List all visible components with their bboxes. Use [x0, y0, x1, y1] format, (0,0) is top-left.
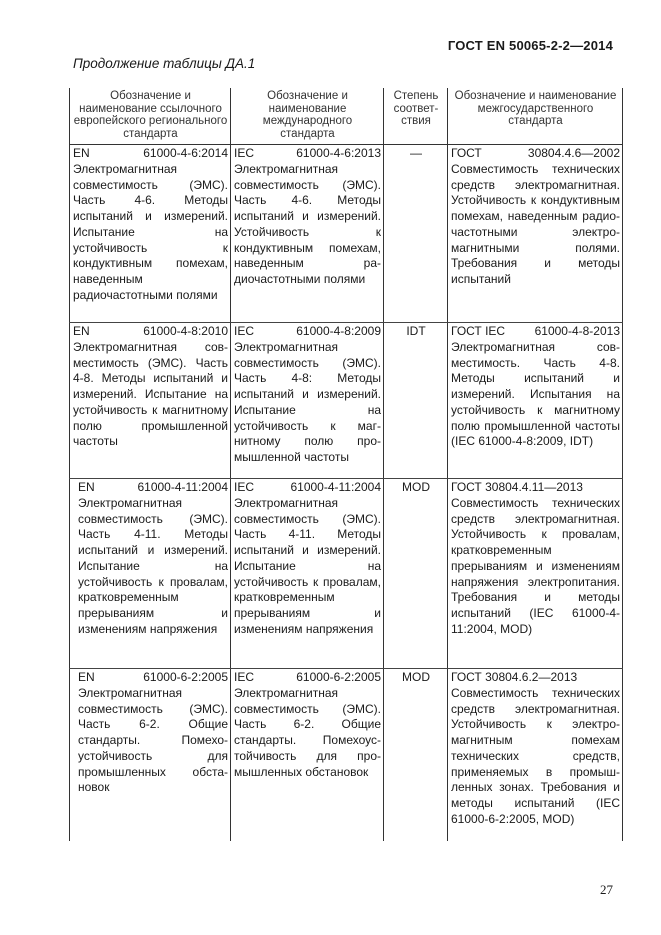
column-header-international-standard: Обозначение и наименование международного стандарта — [231, 88, 384, 145]
european-standard-title: Электромагнитная совместимость (ЭМС). Часть 6-2. Общие стандарты. Помехоустойчивость для промышленных обстановок — [78, 686, 228, 795]
european-standard-cell — [70, 479, 231, 669]
international-standard-title: Электромагнитная совместимость (ЭМС). Часть 6-2. Общие стандарты. Помехоустойчивость для промышленных обстановок — [234, 686, 381, 779]
code-prefix: EN — [78, 480, 95, 495]
international-standard-code — [234, 480, 381, 496]
interstate-standard-title: Совместимость технических средств электромагнитная. Устойчивость к электромагнитным помехам технических средств, применяемых в промышленных зонах. Требования и методы испытаний (IEC 61000-6-2:2005, MOD) — [451, 686, 620, 826]
code-prefix: IEC — [234, 480, 255, 495]
interstate-standard-cell — [448, 479, 623, 669]
european-standard-code — [78, 670, 228, 686]
table-row — [70, 479, 623, 669]
interstate-standard-cell — [448, 669, 623, 841]
code-prefix: IEC — [234, 146, 255, 161]
degree-cell: MOD — [384, 479, 448, 669]
international-standard-title: Электромагнитная совместимость (ЭМС). Часть 4-11. Методы испытаний и измерений. Испытание на устойчивость к провалам, кратковременным прерываниям и изменениям напряжения — [234, 496, 381, 636]
correspondence-table — [69, 88, 622, 841]
european-standard-title: Электромагнитная совместимость (ЭМС). Часть 4-6. Методы испытаний и измерений. Испытание на устойчивость к кондуктивным помехам, наведенным радиочастотными полями — [73, 162, 228, 302]
international-standard-code — [234, 324, 381, 340]
interstate-standard-cell — [448, 323, 623, 479]
code-number: 61000-4-6:2013 — [296, 146, 381, 161]
european-standard-title: Электромагнитная совместимость (ЭМС). Часть 4-11. Методы испытаний и измерений. Испытание на устойчивость к провалам, кратковременным прерываниям и изменениям напряжения — [78, 496, 228, 636]
international-standard-code — [234, 670, 381, 686]
column-header-degree: Степень соответствия — [384, 88, 448, 145]
european-standard-cell — [70, 323, 231, 479]
interstate-standard-title: Совместимость технических средств электромагнитная. Устойчивость к провалам, кратковременным прерываниям и изменениям напряжения электропитания. Требования и методы испытаний (IEC 61000-4-11:2004, MOD) — [451, 496, 620, 636]
code-number: 61000-4-8-2013 — [534, 324, 620, 339]
international-standard-code — [234, 146, 381, 162]
code-number: 61000-4-11:2004 — [290, 480, 381, 495]
code-prefix: IEC — [234, 670, 255, 685]
interstate-standard-code — [451, 324, 620, 340]
international-standard-title: Электромагнитная совместимость (ЭМС). Часть 4-6. Методы испытаний и измерений. Устойчивость к кондуктивным помехам, наведенным радиочастотными полями — [234, 162, 381, 286]
code-number: 61000-4-11:2004 — [137, 480, 228, 495]
code-prefix: ГОСТ IEC — [451, 324, 506, 339]
code-number: 61000-6-2:2005 — [296, 670, 381, 685]
code-number: 61000-6-2:2005 — [143, 670, 228, 685]
code-prefix: EN — [78, 670, 95, 685]
european-standard-code — [73, 324, 228, 340]
interstate-standard-title: Электромагнитная совместимость. Часть 4-8. Методы испытаний и измерений. Испытания на устойчивость к магнитному полю промышленной частоты (IEC 61000-4-8:2009, IDT) — [451, 340, 620, 449]
code-prefix: ГОСТ — [451, 146, 482, 161]
interstate-standard-code — [451, 146, 620, 162]
international-standard-title: Электромагнитная совместимость (ЭМС). Часть 4-8: Методы испытаний и измерений. Испытание на устойчивость к магнитному полю промышленной частоты — [234, 340, 381, 464]
code-prefix: IEC — [234, 324, 255, 339]
code-number: 61000-4-8:2009 — [296, 324, 381, 339]
code-number: 30804.4.6—2002 — [527, 146, 620, 161]
interstate-standard-code — [451, 480, 620, 496]
column-header-interstate-standard: Обозначение и наименование межгосударственного стандарта — [448, 88, 623, 145]
code-prefix: EN — [73, 324, 90, 339]
european-standard-cell — [70, 669, 231, 841]
column-header-european-standard: Обозначение и наименование ссылочного европейского регионального стандарта — [70, 88, 231, 145]
international-standard-cell — [231, 145, 384, 323]
table-row — [70, 669, 623, 841]
table-continuation-caption: Продолжение таблицы ДА.1 — [73, 56, 256, 71]
international-standard-cell — [231, 479, 384, 669]
interstate-standard-cell — [448, 145, 623, 323]
interstate-standard-code — [451, 670, 620, 686]
code-number: 61000-4-6:2014 — [143, 146, 228, 161]
page-number: 27 — [600, 882, 613, 897]
code-prefix: EN — [73, 146, 90, 161]
european-standard-title: Электромагнитная совместимость (ЭМС). Часть 4-8. Методы испытаний и измерений. Испытание на устойчивость к магнитному полю промышленной частоты — [73, 340, 228, 449]
table-header-row — [70, 88, 623, 145]
degree-cell: MOD — [384, 669, 448, 841]
table-row — [70, 145, 623, 323]
european-standard-code — [78, 480, 228, 496]
standard-code: ГОСТ EN 50065-2-2—2014 — [447, 38, 613, 53]
code-prefix: ГОСТ 30804.6.2—2013 — [451, 670, 578, 685]
code-number: 61000-4-8:2010 — [143, 324, 228, 339]
european-standard-cell — [70, 145, 231, 323]
code-prefix: ГОСТ 30804.4.11—2013 — [451, 480, 583, 495]
degree-cell: IDT — [384, 323, 448, 479]
international-standard-cell — [231, 669, 384, 841]
table-row — [70, 323, 623, 479]
interstate-standard-title: Совместимость технических средств электромагнитная. Устойчивость к кондуктивным помехам, наведенным радиочастотными электромагнитными полями. Требования и методы испытаний — [451, 162, 620, 286]
degree-cell: — — [384, 145, 448, 323]
international-standard-cell — [231, 323, 384, 479]
european-standard-code — [73, 146, 228, 162]
